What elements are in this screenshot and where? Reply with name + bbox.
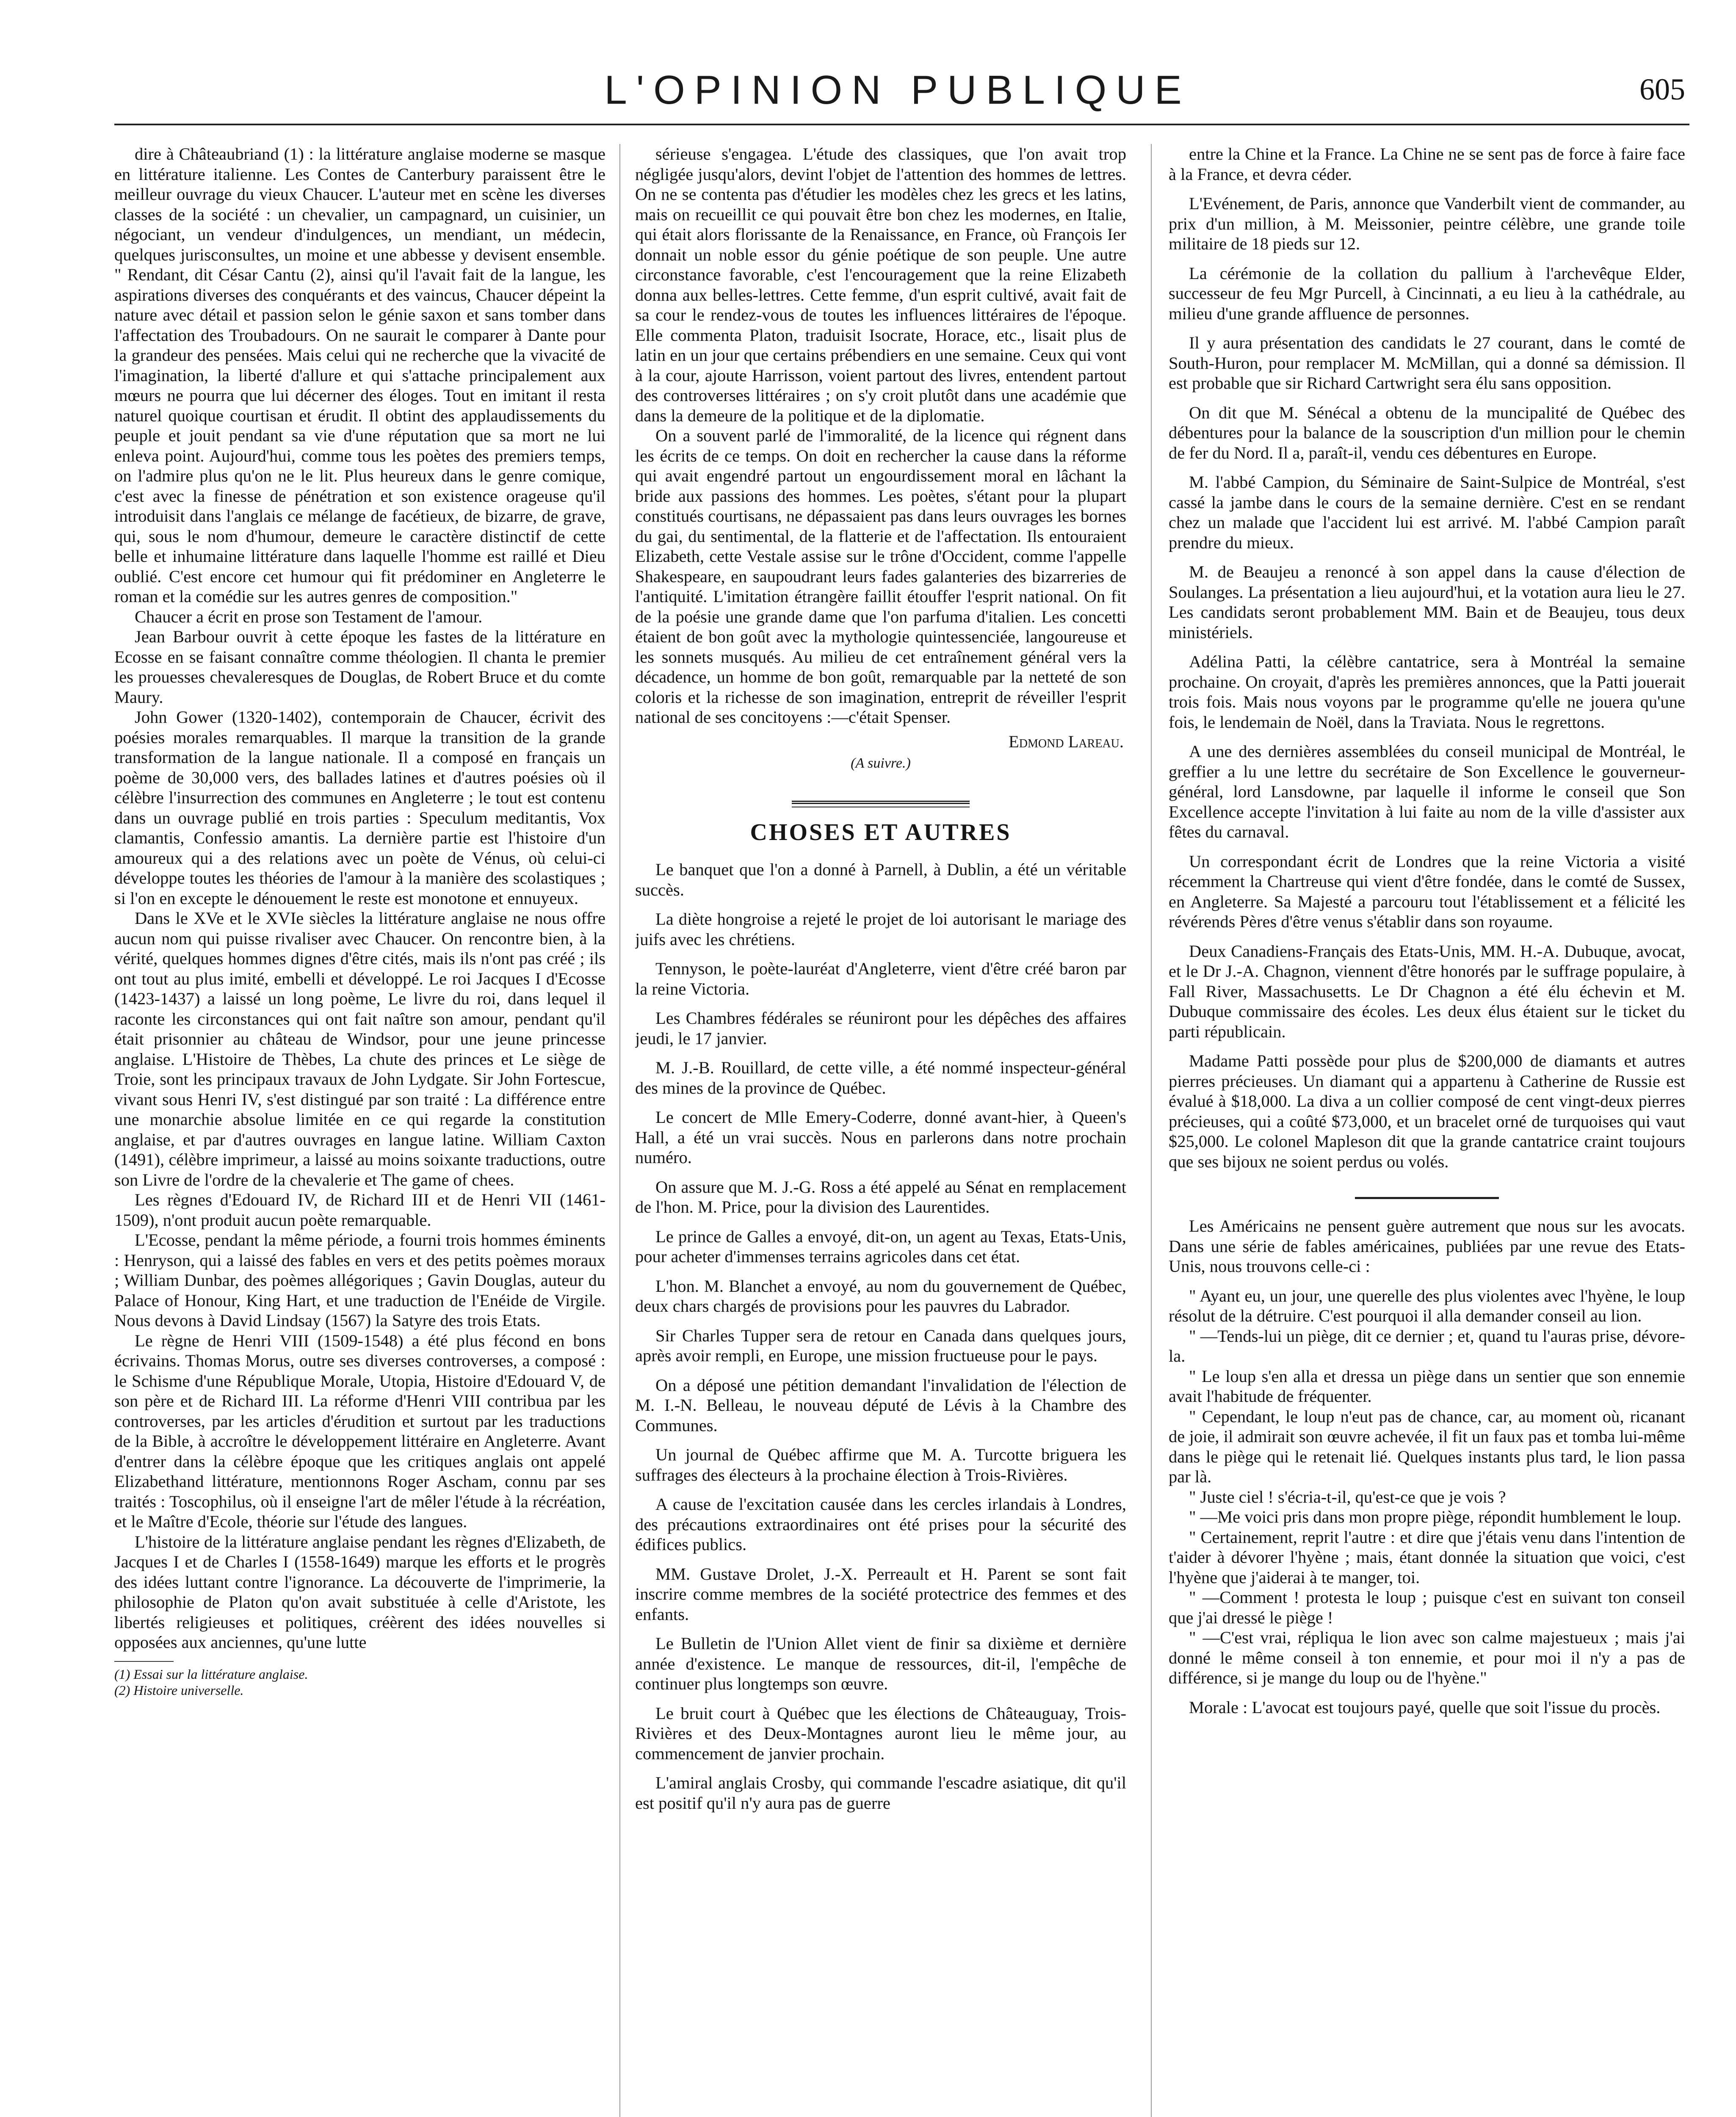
page-number: 605 [1639,72,1685,106]
article-paragraph: L'Ecosse, pendant la même période, a fourni trois hommes éminents : Henryson, qui a laissé des fables en vers et des petits poèmes moraux ; William Dunbar, des poèmes allégoriques ; Gavin Douglas, auteur du Palace of Honour, King Hart, et une traduction de l'Enéide de Virgile. Nous devons à David Lindsay (1567) la Satyre des trois Etats. [114,1230,605,1330]
column-rule [619,144,620,2117]
fable-paragraph: " Cependant, le loup n'eut pas de chance, car, au moment où, ricanant de joie, il admirait son œuvre achevée, il fit un faux pas et tomba lui-même dans le piège qui le retenait lié. Quelques instants plus tard, le lion passa par là. [1169,1407,1685,1486]
news-item: MM. Gustave Drolet, J.-X. Perreault et H. Parent se sont fait inscrire comme membres de la société protectrice des femmes et des enfants. [635,1564,1126,1624]
news-item: La diète hongroise a rejeté le projet de loi autorisant le mariage des juifs avec les chrétiens. [635,909,1126,949]
news-item: Un journal de Québec affirme que M. A. Turcotte briguera les suffrages des électeurs à la prochaine élection à Trois-Rivières. [635,1445,1126,1484]
article-paragraph: sérieuse s'engagea. L'étude des classiques, que l'on avait trop négligée jusqu'alors, devint l'objet de l'attention des hommes de lettres. On ne se contenta pas d'étudier les modèles chez les grecs et les latins, mais on recueillit ce qui pouvait être bon chez les modernes, en Italie, qui était alors florissante de la Renaissance, en France, où François Ier donnait un noble essor du génie poétique de son peuple. Une autre circonstance favorable, c'est l'encouragement que la reine Elizabeth donna aux belles-lettres. Cette femme, d'un esprit cultivé, avait fait de sa cour le rendez-vous de toutes les influences littéraires de l'époque. Elle commenta Platon, traduisit Isocrate, Horace, etc., lisait plus de latin en un jour que certains prébendiers en une semaine. Ceux qui vont à la cour, ajoute Harrisson, voient partout des livres, entendent partout des controverses littéraires ; on s'y croit plutôt dans une académie que dans la demeure de la politique et de la diplomatie. [635,144,1126,425]
news-item: On dit que M. Sénécal a obtenu de la muncipalité de Québec des débentures pour la balance de la souscription d'un million pour le chemin de fer du Nord. Il a, paraît-il, vendu ces débentures en Europe. [1169,403,1685,462]
news-item: M. J.-B. Rouillard, de cette ville, a été nommé inspecteur-général des mines de la province de Québec. [635,1058,1126,1097]
news-item: Le Bulletin de l'Union Allet vient de finir sa dixième et dernière année d'existence. Le manque de ressources, dit-il, l'empêche de continuer plus longtemps son œuvre. [635,1634,1126,1693]
article-paragraph: Jean Barbour ouvrit à cette époque les fastes de la littérature en Ecosse en se faisant connaître comme théologien. Il chanta le premier les prouesses chevaleresques de Douglas, de Robert Bruce et du comte Maury. [114,627,605,707]
news-item: L'amiral anglais Crosby, qui commande l'escadre asiatique, dit qu'il est positif qu'il n'y aura pas de guerre [635,1773,1126,1813]
header-rule [114,124,1689,125]
news-item: Un correspondant écrit de Londres que la reine Victoria a visité récemment la Chartreuse qui vient d'être fondée, dans le comté de Sussex, en Angleterre. Sa Majesté a parcouru tout l'établissement et a félicité les révérends Pères d'être venus s'établir dans son royaume. [1169,851,1685,931]
masthead [110,64,1685,114]
news-item: Le banquet que l'on a donné à Parnell, à Dublin, a été un véritable succès. [635,860,1126,899]
news-item: entre la Chine et la France. La Chine ne se sent pas de force à faire face à la France, et devra céder. [1169,144,1685,184]
news-item: Tennyson, le poète-lauréat d'Angleterre, vient d'être créé baron par la reine Victoria. [635,959,1126,998]
fable-moral: Morale : L'avocat est toujours payé, quelle que soit l'issue du procès. [1189,1697,1661,1717]
news-item: A cause de l'excitation causée dans les cercles irlandais à Londres, des précautions extraordinaires ont été prises pour la sécurité des édifices publics. [635,1495,1126,1554]
news-item: Le concert de Mlle Emery-Coderre, donné avant-hier, à Queen's Hall, a été un vrai succès. Nous en parlerons dans notre prochain numéro. [635,1108,1126,1167]
to-be-continued: (A suivre.) [851,755,911,771]
news-item: L'Evénement, de Paris, annonce que Vanderbilt vient de commander, au prix d'un million, à M. Meissonier, peintre célèbre, une grande toile militaire de 18 pieds sur 12. [1169,194,1685,253]
article-paragraph: dire à Châteaubriand (1) : la littérature anglaise moderne se masque en littérature italienne. Les Contes de Canterbury paraissent être le meilleur ouvrage du vieux Chaucer. L'auteur met en scène les diverses classes de la société : un chevalier, un campagnard, un cuisinier, un négociant, un vendeur d'indulgences, un mendiant, un médecin, quelques jurisconsultes, un moine et une abbesse y devisent ensemble. " Rendant, dit César Cantu (2), ainsi qu'il l'avait fait de la langue, les aspirations diverses des conquérants et des vaincus, Chaucer dépeint la nature avec détail et passion selon le génie saxon et sans tomber dans l'affectation des Troubadours. On ne saurait le comparer à Dante pour la grandeur des pensées. Mais celui qui ne recherche que la vivacité de l'imagination, la liberté d'allure et qui s'attache principalement aux mœurs ne pourra que lui décerner des éloges. Tout en imitant il resta naturel quoique courtisan et érudit. Il obtint des applaudissements du peuple et jouit pendant sa vie d'une réputation que sa mort ne lui enleva point. Aujourd'hui, comme tous les poètes des premiers temps, on l'admire plus qu'on ne le lit. Plus heureux dans le genre comique, c'est avec la finesse de pénétration et son existence orageuse qu'il introduisit dans l'anglais ce mélange de facétieux, de bizarre, de grave, qui, sous le nom d'humour, demeure le caractère distinctif de cette belle et inhumaine littérature dans laquelle l'homme est raillé et Dieu oublié. C'est encore cet humour qui fit prédominer en Angleterre le roman et la comédie sur les autres genres de composition." [114,144,605,606]
article-paragraph: On a souvent parlé de l'immoralité, de la licence qui régnent dans les écrits de ce temps. On doit en rechercher la cause dans la réforme qui avait engendré partout un engourdissement moral en lâchant la bride aux passions des hommes. Les poètes, s'étant pour la plupart constitués courtisans, ne dépassaient pas dans leurs ouvrages les bornes du gai, du sentimental, de la flatterie et de l'affectation. Ils entouraient Elizabeth, cette Vestale assise sur le trône d'Occident, comme l'appelle Shakespeare, en saupoudrant leurs fades galanteries des bizarreries de l'antiquité. L'imitation étrangère faillit étouffer l'esprit national. On fit de la poésie une grande dame que l'on parfuma d'italien. Les concetti étaient de bon goût avec la mythologie quintessenciée, langoureuse et les sonnets musqués. Au milieu de cet entraînement général vers la décadence, un homme de bon goût, remarquable par la netteté de son coloris et la richesse de son imagination, entreprit de réveiller l'esprit national de ses concitoyens :—c'était Spenser. [635,426,1126,727]
section-title: CHOSES ET AUTRES [750,819,1012,846]
article-paragraph: Chaucer a écrit en prose son Testament de l'amour. [135,607,483,626]
fable-paragraph: " Le loup s'en alla et dressa un piège dans un sentier que son ennemie avait l'habitude de fréquenter. [1169,1366,1685,1406]
news-item: Il y aura présentation des candidats le 27 courant, dans le comté de South-Huron, pour remplacer M. McMillan, qui a donné sa démission. Il est probable que sir Richard Cartwright sera élu sans opposition. [1169,333,1685,392]
author-signature: Edmond Lareau. [1009,732,1124,751]
news-item: M. de Beaujeu a renoncé à son appel dans la cause d'élection de Soulanges. La présentation a lieu aujourd'hui, et la votation aura lieu le 27. Les candidats seront probablement MM. Bain et de Beaujeu, tous deux ministériels. [1169,562,1685,642]
news-item: Deux Canadiens-Français des Etats-Unis, MM. H.-A. Dubuque, avocat, et le Dr J.-A. Chagnon, viennent d'être honorés par le suffrage populaire, à Fall River, Massachusetts. Le Dr Chagnon a été élu échevin et M. Dubuque commissaire des écoles. Les deux élus étaient sur le ticket du parti républicain. [1169,941,1685,1041]
fable-paragraph: " —C'est vrai, répliqua le lion avec son calme majestueux ; mais j'ai donné le même conseil à ton ennemie, et pour moi il n'y a pas de différence, si je mange du loup ou de l'hyène." [1169,1628,1685,1687]
footnote: (2) Histoire universelle. [114,1682,244,1698]
fable-paragraph: " Ayant eu, un jour, une querelle des plus violentes avec l'hyène, le loup résolut de la détruire. C'est pourquoi il alla demander conseil au lion. [1169,1286,1685,1325]
article-paragraph: John Gower (1320-1402), contemporain de Chaucer, écrivit des poésies morales remarquables. Il marque la transition de la grande transformation de la langue nationale. Il a composé en français un poème de 30,000 vers, des ballades latines et d'autres poésies où il célèbre l'insurrection des communes en Angleterre ; le tout est contenu dans un ouvrage publié en trois parties : Speculum meditantis, Vox clamantis, Confessio amantis. La dernière partie est l'histoire d'un amoureux qui a des relations avec un poète de Vénus, où celui-ci développe toutes les théories de l'amour à la manière des scolastiques ; si l'on en excepte le dénouement le reste est monotone et ennuyeux. [114,708,605,908]
news-item: On a déposé une pétition demandant l'invalidation de l'élection de M. I.-N. Belleau, le nouveau député de Lévis à la Chambre des Communes. [635,1375,1126,1435]
column-1 [114,144,605,2117]
news-item: A une des dernières assemblées du conseil municipal de Montréal, le greffier a lu une lettre du secrétaire de Son Excellence le gouverneur-général, lord Lansdowne, par laquelle il informe le conseil que Son Excellence accepte l'invitation à lui faite au nom de la ville d'assister aux fêtes du carnaval. [1169,742,1685,841]
article-paragraph: L'histoire de la littérature anglaise pendant les règnes d'Elizabeth, de Jacques I et de Charles I (1558-1649) marque les efforts et le progrès des idées luttant contre l'ignorance. La découverte de l'imprimerie, la philosophie de Platon qu'on avait substituée à celle d'Aristote, les libertés religieuses et politiques, créèrent des idées nouvelles si opposées aux anciennes, qu'une lutte [114,1532,605,1652]
news-item: Le bruit court à Québec que les élections de Châteauguay, Trois-Rivières et des Deux-Montagnes auront lieu le même jour, au commencement de janvier prochain. [635,1703,1126,1763]
article-paragraph: Le règne de Henri VIII (1509-1548) a été plus fécond en bons écrivains. Thomas Morus, outre ses diverses controverses, a composé : le Schisme d'une République Morale, Utopia, Histoire d'Edouard V, de son père et de Richard III. La réforme d'Henri VIII contribua par les controverses, par les articles d'érudition et surtout par les traductions de la Bible, à accroître le développement littéraire en Angleterre. Avant d'entrer dans la célèbre époque que les critiques anglais ont appelé Elizabethand littérature, mentionnons Roger Ascham, connu par ses traités : Toscophilus, où il enseigne l'art de mêler l'étude à la récréation, et le Maître d'Ecole, théorie sur l'étude des langues. [114,1331,605,1531]
section-separator [1355,1197,1499,1199]
news-item: On assure que M. J.-G. Ross a été appelé au Sénat en remplacement de l'hon. M. Price, pour la division des Laurentides. [635,1177,1126,1216]
column-3 [1169,144,1685,2117]
fable-paragraph: Les Américains ne pensent guère autrement que nous sur les avocats. Dans une série de fables américaines, publiées par une revue des Etats-Unis, nous trouvons celle-ci : [1169,1216,1685,1276]
fable-paragraph: " —Comment ! protesta le loup ; puisque c'est en suivant ton conseil que j'ai dressé le piège ! [1169,1588,1685,1627]
news-item: Sir Charles Tupper sera de retour en Canada dans quelques jours, après avoir rempli, en Europe, une mission fructueuse pour le pays. [635,1326,1126,1365]
footnote-rule [114,1661,174,1662]
newspaper-title: L'OPINION PUBLIQUE [604,67,1191,113]
article-paragraph: Les règnes d'Edouard IV, de Richard III et de Henri VII (1461-1509), n'ont produit aucun poète remarquable. [114,1190,605,1230]
news-item: La cérémonie de la collation du pallium à l'archevêque Elder, successeur de feu Mgr Purcell, à Cincinnati, a eu lieu à la cathédrale, au milieu d'une grande affluence de personnes. [1169,263,1685,323]
news-item: Les Chambres fédérales se réuniront pour les dépêches des affaires jeudi, le 17 janvier. [635,1009,1126,1048]
news-item: Madame Patti possède pour plus de $200,000 de diamants et autres pierres précieuses. Un diamant qui a appartenu à Catherine de Russie est évalué à $18,000. La diva a un collier composé de cent vingt-deux pierres précieuses, qui a coûté $73,000, et un bracelet orné de turquoises qui vaut $25,000. Le colonel Mapleson dit que la grande cantatrice craint toujours que ses bijoux ne soient perdus ou volés. [1169,1051,1685,1171]
news-item: L'hon. M. Blanchet a envoyé, au nom du gouvernement de Québec, deux chars chargés de provisions pour les pauvres du Labrador. [635,1276,1126,1316]
fable-paragraph: " —Me voici pris dans mon propre piège, répondit humblement le loup. [1189,1507,1681,1526]
fable-paragraph: " Juste ciel ! s'écria-t-il, qu'est-ce que je vois ? [1189,1487,1506,1506]
news-item: Le prince de Galles a envoyé, dit-on, un agent au Texas, Etats-Unis, pour acheter d'immenses terrains agricoles dans cet état. [635,1227,1126,1266]
column-2 [635,144,1126,2117]
article-paragraph: Dans le XVe et le XVIe siècles la littérature anglaise ne nous offre aucun nom qui puisse rivaliser avec Chaucer. On rencontre bien, à la vérité, quelques hommes dignes d'être cités, mais ils n'ont pas créé ; ils ont tout au plus imité, embelli et développé. Le roi Jacques I d'Ecosse (1423-1437) a laissé un long poème, Le livre du roi, dans lequel il raconte les circonstances qui ont fait naître son amour, pendant qu'il était prisonnier au château de Windsor, pour une jeune princesse anglaise. L'Histoire de Thèbes, La chute des princes et Le siège de Troie, sont les principaux travaux de John Lydgate. Sir John Fortescue, vivant sous Henri IV, s'est distingué par son traité : La différence entre une monarchie absolue limitée en ce qui regarde la constitution anglaise, et par d'autres ouvrages en langue latine. William Caxton (1491), célèbre imprimeur, a laissé au moins soixante traductions, outre son Livre de l'ordre de la chevalerie et The game of chees. [114,909,605,1189]
fable-paragraph: " Certainement, reprit l'autre : et dire que j'étais venu dans l'intention de t'aider à dévorer l'hyène ; mais, étant donnée la situation que voici, c'est l'hyène que j'aiderai à te manger, toi. [1169,1527,1685,1587]
news-item: M. l'abbé Campion, du Séminaire de Saint-Sulpice de Montréal, s'est cassé la jambe dans le cours de la semaine dernière. C'est en se rendant chez un malade que l'accident lui est arrivé. M. l'abbé Campion paraît prendre du mieux. [1169,473,1685,552]
column-rule [1151,144,1152,2117]
news-item: Adélina Patti, la célèbre cantatrice, sera à Montréal la semaine prochaine. On croyait, d'après les premières annonces, que la Patti jouerait trois fois. Mais nous voyons par le programme qu'elle ne jouera qu'une fois, le lendemain de Noël, dans la Traviata. Nous le regrettons. [1169,652,1685,732]
footnote: (1) Essai sur la littérature anglaise. [114,1666,308,1682]
fable-paragraph: " —Tends-lui un piège, dit ce dernier ; et, quand tu l'auras prise, dévore-la. [1169,1326,1685,1365]
section-rule [792,801,970,807]
